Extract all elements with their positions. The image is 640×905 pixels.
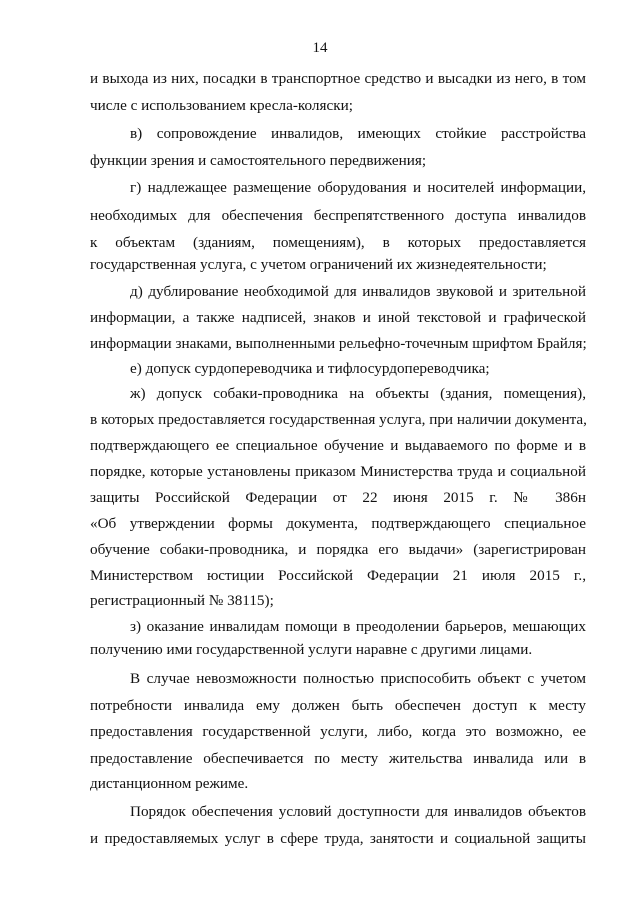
text-line: Порядок обеспечения условий доступности для инвалидов объектов xyxy=(130,803,586,820)
text-line: в) сопровождение инвалидов, имеющих стойкие расстройства xyxy=(130,125,586,142)
text-line: з) оказание инвалидам помощи в преодолении барьеров, мешающих xyxy=(130,618,586,635)
text-line: числе с использованием кресла-коляски; xyxy=(90,97,353,114)
text-line: дистанционном режиме. xyxy=(90,775,249,792)
text-line: и предоставляемых услуг в сфере труда, занятости и социальной защиты xyxy=(90,830,586,847)
page-number: 14 xyxy=(312,40,328,56)
text-line: к объектам (зданиям, помещениям), в которых предоставляется xyxy=(90,234,586,251)
text-line: государственная услуга, с учетом ограничений их жизнедеятельности; xyxy=(90,256,547,273)
text-line: и выхода из них, посадки в транспортное средство и высадки из него, в том xyxy=(90,70,586,87)
text-line: Министерством юстиции Российской Федерации 21 июля 2015 г., xyxy=(90,567,586,584)
text-line: получению ими государственной услуги наравне с другими лицами. xyxy=(90,641,533,658)
text-line: предоставление обеспечивается по месту жительства инвалида или в xyxy=(90,750,586,767)
text-line: функции зрения и самостоятельного передвижения; xyxy=(90,152,427,169)
text-line: информации, а также надписей, знаков и иной текстовой и графической xyxy=(90,309,586,326)
text-line: в которых предоставляется государственная услуга, при наличии документа, xyxy=(90,411,587,428)
text-line: е) допуск сурдопереводчика и тифлосурдопереводчика; xyxy=(130,360,490,377)
text-line: порядке, которые установлены приказом Министерства труда и социальной xyxy=(90,463,586,480)
text-line: необходимых для обеспечения беспрепятственного доступа инвалидов xyxy=(90,207,586,224)
text-line: подтверждающего ее специальное обучение и выдаваемого по форме и в xyxy=(90,437,586,454)
text-line: потребности инвалида ему должен быть обеспечен доступ к месту xyxy=(90,697,586,714)
text-line: В случае невозможности полностью приспособить объект с учетом xyxy=(130,670,586,687)
text-line: обучение собаки-проводника, и порядка его выдачи» (зарегистрирован xyxy=(90,541,586,558)
text-line: «Об утверждении формы документа, подтверждающего специальное xyxy=(90,515,586,532)
text-line: ж) допуск собаки-проводника на объекты (здания, помещения), xyxy=(130,385,586,402)
text-line: информации знаками, выполненными рельефно-точечным шрифтом Брайля; xyxy=(90,335,587,352)
text-line: регистрационный № 38115); xyxy=(90,592,274,609)
text-line: предоставления государственной услуги, либо, когда это возможно, ее xyxy=(90,723,586,740)
text-line: г) надлежащее размещение оборудования и носителей информации, xyxy=(130,179,586,196)
text-line: д) дублирование необходимой для инвалидов звуковой и зрительной xyxy=(130,283,586,300)
text-line: защиты Российской Федерации от 22 июня 2015 г. № 386н xyxy=(90,489,586,506)
